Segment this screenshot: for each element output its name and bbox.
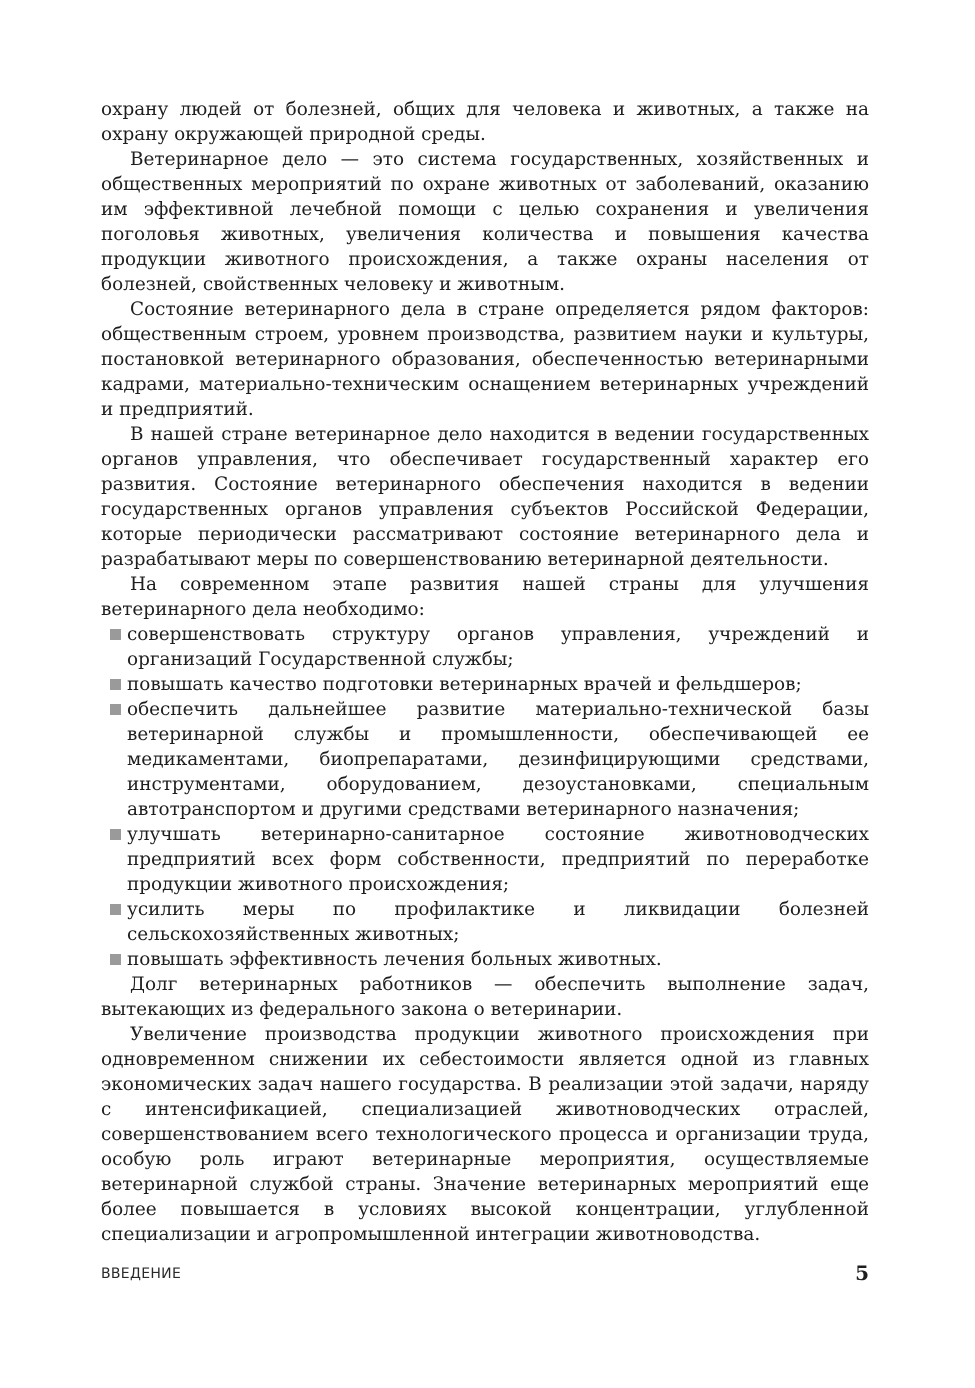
list-item [101,822,869,897]
list-item [101,947,869,972]
footer-section-title: ВВЕДЕНИЕ [101,1266,182,1282]
page-number: 5 [855,1261,869,1285]
paragraph-veterinary-definition: Ветеринарное дело — это система государственных, хозяйственных и общественных мероприятий по охране животных от заболеваний, оказанию им эффективной лечебной помощи с целью сохранения и увеличения поголовья животных, увеличения количества и повышения качества продукции животного происхождения, а также охраны населения от болезней, свойственных человеку и животным. [101,149,869,295]
list-item [101,897,869,947]
list-item [101,672,869,697]
list-item [101,622,869,672]
paragraph-list-intro: На современном этапе развития нашей страны для улучшения ветеринарного дела необходимо: [101,574,869,620]
list-item-text: совершенствовать структуру органов управления, учреждений и организаций Государственной службы; [127,624,869,670]
page-body [101,97,869,1247]
bullet-list [101,622,869,972]
list-item-text: повышать качество подготовки ветеринарных врачей и фельдшеров; [127,674,802,695]
paragraph-production-growth: Увеличение производства продукции животного происхождения при одновременном снижении их себестоимости является одной из главных экономических задач нашего государства. В реализации этой задачи, наряду с интенсификацией, специализацией животноводческих отраслей, совершенствованием всего технологического процесса и организации труда, особую роль играют ветеринарные мероприятия, осуществляемые ветеринарной службой страны. Значение ветеринарных мероприятий еще более повышается в условиях высокой концентрации, углубленной специализации и агропромышленной интеграции животноводства. [101,1024,869,1245]
square-bullet-icon [110,704,121,715]
list-item-text: повышать эффективность лечения больных животных. [127,949,662,970]
paragraph-state-factors: Состояние ветеринарного дела в стране определяется рядом факторов: общественным строем, уровнем производства, развитием науки и культуры, постановкой ветеринарного образования, обеспеченностью ветеринарными кадрами, материально-техническим оснащением ветеринарных учреждений и предприятий. [101,299,869,420]
paragraph-state-governance: В нашей стране ветеринарное дело находится в ведении государственных органов управления, что обеспечивает государственный характер его развития. Состояние ветеринарного обеспечения находится в ведении государственных органов управления субъектов Российской Федерации, которые периодически рассматривают состояние ветеринарного дела и разрабатывают меры по совершенствованию ветеринарной деятельности. [101,424,869,570]
list-item [101,697,869,822]
list-item-text: усилить меры по профилактике и ликвидации болезней сельскохозяйственных животных; [127,899,869,945]
list-item-text: улучшать ветеринарно-санитарное состояние животноводческих предприятий всех форм собственности, предприятий по переработке продукции животного происхождения; [127,824,869,895]
paragraph-duty: Долг ветеринарных работников — обеспечить выполнение задач, вытекающих из федерального закона о ветеринарии. [101,974,869,1020]
list-item-text: обеспечить дальнейшее развитие материально-технической базы ветеринарной службы и промышленности, обеспечивающей ее медикаментами, биопрепаратами, дезинфицирующими средствами, инструментами, оборудованием, дезоустановками, специальным автотранспортом и другими средствами ветеринарного назначения; [127,699,869,820]
running-footer [101,1263,869,1287]
square-bullet-icon [110,679,121,690]
square-bullet-icon [110,629,121,640]
square-bullet-icon [110,904,121,915]
paragraph-continuation: охрану людей от болезней, общих для человека и животных, а также на охрану окружающей природной среды. [101,99,869,145]
square-bullet-icon [110,829,121,840]
square-bullet-icon [110,954,121,965]
